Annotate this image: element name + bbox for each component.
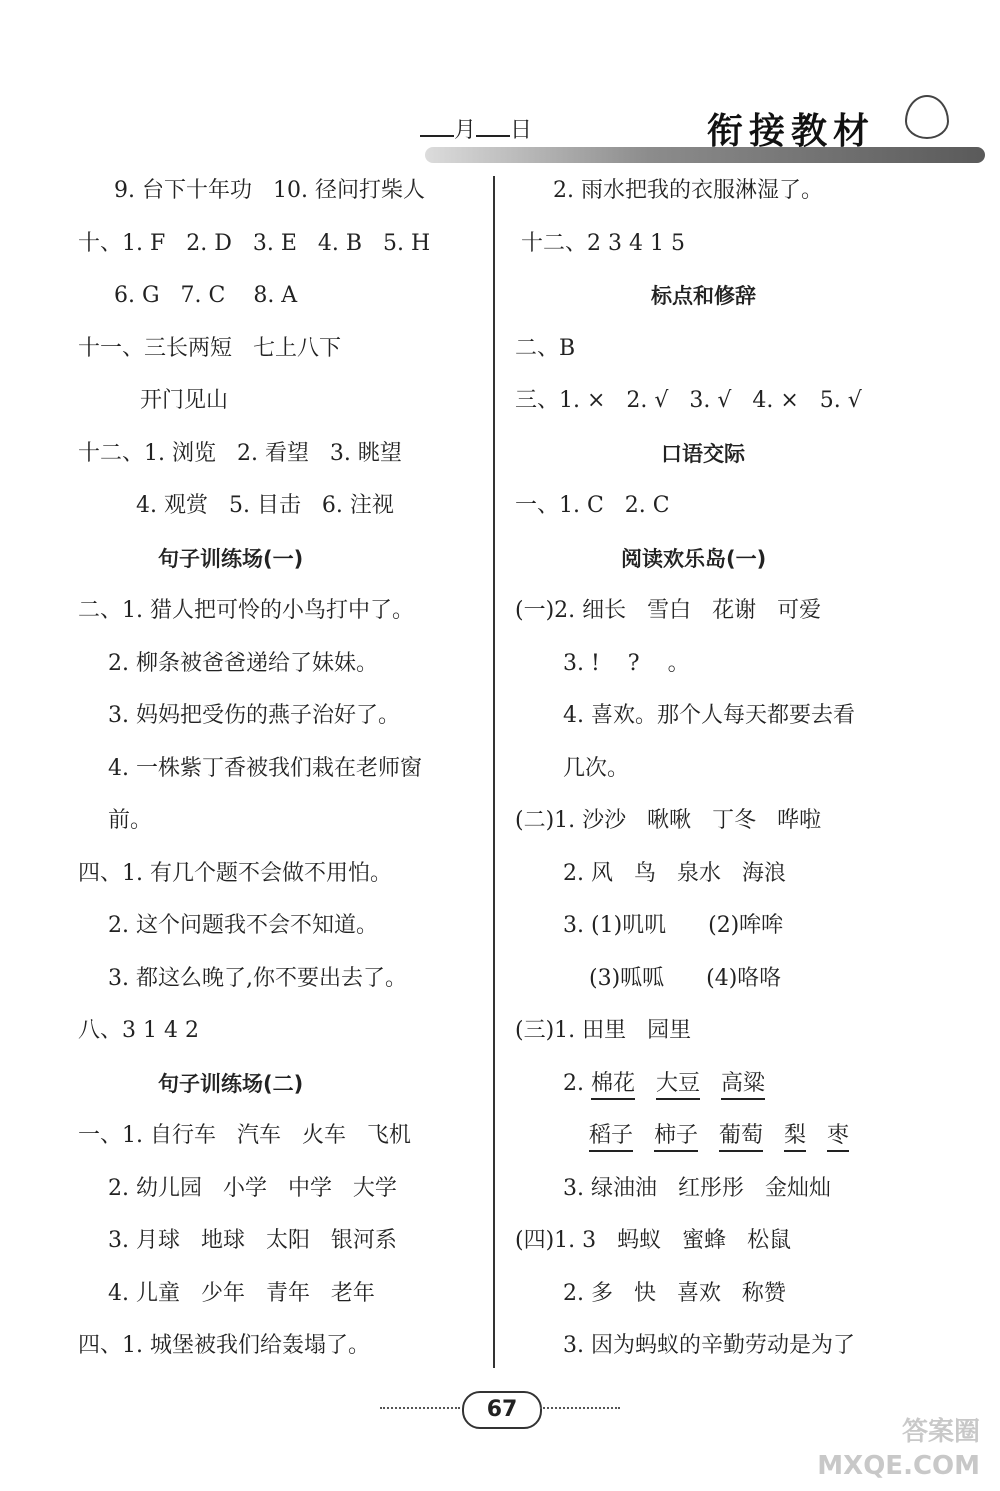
answer-line: 6. G 7. C 8. A — [114, 283, 298, 308]
watermark-line1: 答案圈 — [901, 1417, 980, 1447]
answer-line: 前。 — [108, 808, 153, 833]
answer-line: 3. 都这么晚了,你不要出去了。 — [108, 965, 407, 991]
answer-line: 9. 台下十年功 10. 径问打柴人 — [114, 178, 425, 203]
answer-line: 开门见山 — [140, 388, 229, 413]
header-band — [425, 147, 985, 163]
answer-line: 十二、2 3 4 1 5 — [521, 230, 685, 256]
day-blank — [476, 115, 510, 137]
answer-line: 一、1. 自行车 汽车 火车 飞机 — [78, 1123, 411, 1148]
answer-line: 4. 儿童 少年 青年 老年 — [108, 1280, 375, 1306]
answer-line: (3)呱呱 (4)咯咯 — [589, 965, 782, 991]
day-label: 日 — [510, 118, 533, 143]
section-heading: 口语交际 — [661, 441, 745, 466]
answer-line: 十、1. F 2. D 3. E 4. B 5. H — [78, 230, 431, 256]
date-field — [420, 113, 532, 144]
answer-line: 二、B — [515, 335, 576, 361]
answer-line: 3. ! ? 。 — [563, 650, 690, 676]
answer-line: 3. 绿油油 红彤彤 金灿灿 — [563, 1175, 831, 1201]
answer-line: (三)1. 田里 园里 — [515, 1018, 692, 1043]
section-heading: 阅读欢乐岛(一) — [621, 546, 767, 571]
lotus-icon — [905, 95, 949, 139]
answer-line: (一)2. 细长 雪白 花谢 可爱 — [515, 598, 822, 623]
answer-prefix: 2. — [563, 1070, 591, 1096]
book-title: 衔接教材 — [706, 111, 875, 152]
answer-line: 十二、1. 浏览 2. 看望 3. 眺望 — [78, 440, 402, 466]
answer-line: 2. 多 快 喜欢 称赞 — [563, 1280, 786, 1306]
answer-line: 3. (1)叽叽 (2)哞哞 — [563, 913, 784, 938]
answer-line: 3. 月球 地球 太阳 银河系 — [108, 1228, 397, 1253]
underlined-word: 高粱 — [721, 1071, 765, 1100]
page-footer — [380, 1385, 620, 1435]
answer-line: 2. 柳条被爸爸递给了妹妹。 — [108, 650, 378, 676]
watermark-line2: MXQE.COM — [817, 1451, 980, 1481]
watermark — [817, 1415, 980, 1483]
underlined-word: 稻子 — [589, 1123, 633, 1152]
answer-line: 四、1. 城堡被我们给轰塌了。 — [78, 1333, 370, 1358]
section-heading: 句子训练场(一) — [158, 546, 304, 571]
underlined-word: 棉花 — [591, 1071, 635, 1100]
answer-line — [563, 1069, 765, 1099]
section-heading: 句子训练场(二) — [158, 1071, 304, 1096]
section-heading: 标点和修辞 — [651, 284, 756, 308]
answer-line: 4. 观赏 5. 目击 6. 注视 — [136, 493, 394, 518]
page-header — [265, 85, 965, 185]
answer-line: 2. 雨水把我的衣服淋湿了。 — [553, 178, 823, 203]
month-label: 月 — [454, 118, 477, 143]
answer-line: 2. 风 鸟 泉水 海浪 — [563, 860, 786, 886]
footer-ornament-right — [540, 1407, 620, 1409]
answer-line: 一、1. C 2. C — [515, 493, 670, 518]
answer-line: 几次。 — [563, 755, 630, 781]
underlined-word: 枣 — [827, 1123, 849, 1152]
answer-line: 四、1. 有几个题不会做不用怕。 — [78, 860, 392, 886]
answer-line: (二)1. 沙沙 啾啾 丁冬 哗啦 — [515, 808, 822, 833]
page-number: 67 — [462, 1391, 542, 1429]
answer-line: 十一、三长两短 七上八下 — [78, 335, 341, 361]
answer-line: 2. 这个问题我不会不知道。 — [108, 913, 378, 938]
answer-line: 4. 喜欢。那个人每天都要去看 — [563, 703, 855, 728]
underlined-word: 梨 — [784, 1123, 806, 1152]
answer-line: (四)1. 3 蚂蚁 蜜蜂 松鼠 — [515, 1228, 792, 1253]
answer-line: 二、1. 猎人把可怜的小鸟打中了。 — [78, 598, 414, 623]
underlined-word: 大豆 — [656, 1071, 700, 1100]
underlined-word: 柿子 — [654, 1123, 698, 1152]
answer-line: 3. 妈妈把受伤的燕子治好了。 — [108, 703, 400, 728]
footer-ornament-left — [380, 1407, 460, 1409]
answer-line — [589, 1121, 849, 1151]
column-divider — [493, 176, 495, 1368]
answer-line: 4. 一株紫丁香被我们栽在老师窗 — [108, 755, 422, 781]
answer-line: 八、3 1 4 2 — [78, 1018, 199, 1043]
answer-line: 三、1. × 2. √ 3. √ 4. × 5. √ — [515, 388, 862, 413]
answer-line: 2. 幼儿园 小学 中学 大学 — [108, 1175, 397, 1201]
underlined-word: 葡萄 — [719, 1123, 763, 1152]
month-blank — [420, 115, 454, 137]
answer-line: 3. 因为蚂蚁的辛勤劳动是为了 — [563, 1333, 855, 1358]
